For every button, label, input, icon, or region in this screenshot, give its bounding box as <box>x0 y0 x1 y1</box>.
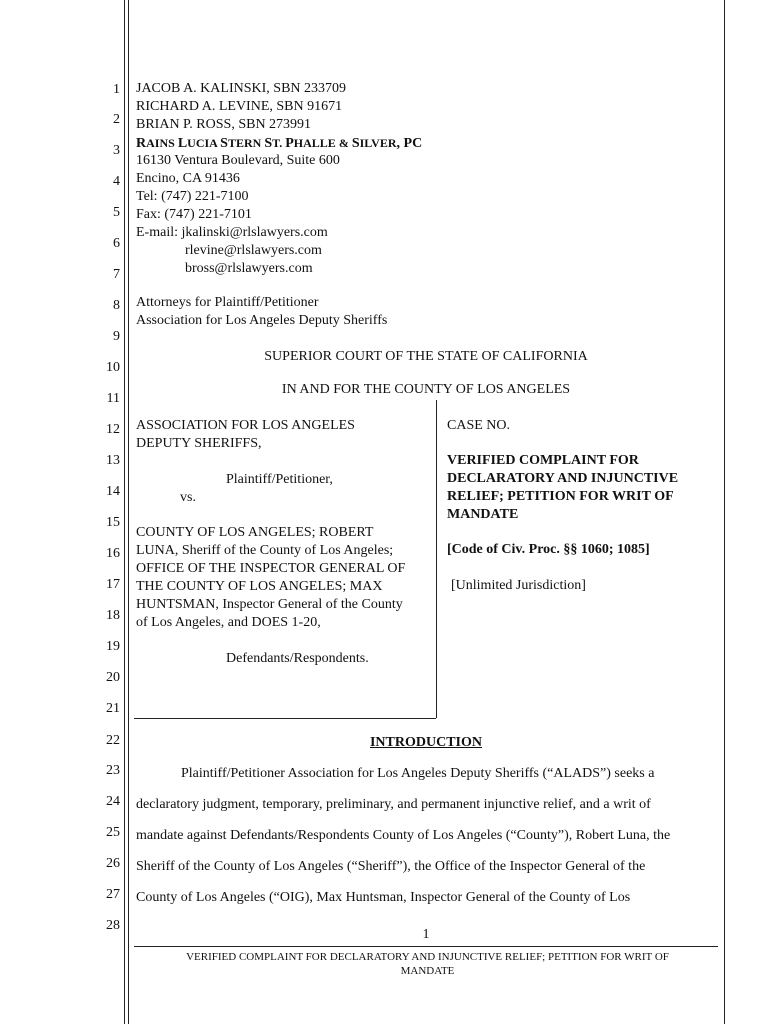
defendant-name: HUNTSMAN, Inspector General of the County <box>136 597 403 612</box>
footer-title: MANDATE <box>400 965 455 977</box>
right-margin-rule <box>724 0 725 1024</box>
line-number: 28 <box>106 918 120 933</box>
line-number: 18 <box>106 608 120 623</box>
firm-name: RAINS LUCIA STERN ST. PHALLE & SILVER, PC <box>136 136 423 151</box>
line-number: 27 <box>106 887 120 902</box>
line-number: 22 <box>106 733 120 748</box>
jurisdiction: [Unlimited Jurisdiction] <box>451 578 586 593</box>
line-number: 16 <box>106 546 120 561</box>
court-name: SUPERIOR COURT OF THE STATE OF CALIFORNIA <box>264 349 588 364</box>
document-title: RELIEF; PETITION FOR WRIT OF <box>447 489 674 504</box>
footer-rule <box>134 946 718 947</box>
attorneys-for: Association for Los Angeles Deputy Sheriffs <box>136 313 388 328</box>
line-number: 25 <box>106 825 120 840</box>
defendant-name: COUNTY OF LOS ANGELES; ROBERT <box>136 525 374 540</box>
attorney-name: RICHARD A. LEVINE, SBN 91671 <box>136 99 343 114</box>
line-number: 11 <box>106 391 120 406</box>
line-number: 26 <box>106 856 120 871</box>
line-number: 19 <box>106 639 120 654</box>
versus: vs. <box>180 490 196 505</box>
line-number: 8 <box>113 298 120 313</box>
line-number: 10 <box>106 360 120 375</box>
document-title: VERIFIED COMPLAINT FOR <box>447 453 639 468</box>
attorney-name: JACOB A. KALINSKI, SBN 233709 <box>136 81 347 96</box>
firm-address: 16130 Ventura Boulevard, Suite 600 <box>136 153 340 168</box>
body-text-line: Plaintiff/Petitioner Association for Los Angeles Deputy Sheriffs (“ALADS”) seeks a <box>181 766 655 781</box>
line-number: 4 <box>113 174 120 189</box>
firm-phone: Tel: (747) 221-7100 <box>136 189 249 204</box>
line-number: 13 <box>106 453 120 468</box>
left-margin-rule <box>124 0 125 1024</box>
line-number: 5 <box>113 205 120 220</box>
line-number: 24 <box>106 794 120 809</box>
defendant-role: Defendants/Respondents. <box>226 651 369 666</box>
document-title: DECLARATORY AND INJUNCTIVE <box>447 471 679 486</box>
firm-fax: Fax: (747) 221-7101 <box>136 207 252 222</box>
plaintiff-role: Plaintiff/Petitioner, <box>226 472 333 487</box>
defendant-name: of Los Angeles, and DOES 1-20, <box>136 615 321 630</box>
line-number: 2 <box>113 112 120 127</box>
line-number: 21 <box>106 701 120 716</box>
firm-city: Encino, CA 91436 <box>136 171 240 186</box>
line-number: 17 <box>106 577 120 592</box>
defendant-name: OFFICE OF THE INSPECTOR GENERAL OF <box>136 561 406 576</box>
document-title: MANDATE <box>447 507 519 522</box>
defendant-name: THE COUNTY OF LOS ANGELES; MAX <box>136 579 383 594</box>
body-text-line: declaratory judgment, temporary, preliminary, and permanent injunctive relief, and a writ of <box>136 797 651 812</box>
body-text-line: County of Los Angeles (“OIG), Max Huntsman, Inspector General of the County of Los <box>136 890 631 905</box>
firm-email: rlevine@rlslawyers.com <box>185 243 322 258</box>
code-reference: [Code of Civ. Proc. §§ 1060; 1085] <box>447 542 650 557</box>
page-number: 1 <box>422 927 430 942</box>
line-number: 15 <box>106 515 120 530</box>
attorney-name: BRIAN P. ROSS, SBN 273991 <box>136 117 312 132</box>
line-number: 12 <box>106 422 120 437</box>
section-heading: INTRODUCTION <box>369 735 482 750</box>
body-text-line: mandate against Defendants/Respondents County of Los Angeles (“County”), Robert Luna, the <box>136 828 671 843</box>
line-number: 1 <box>113 82 120 97</box>
line-number: 14 <box>106 484 120 499</box>
body-text-line: Sheriff of the County of Los Angeles (“Sheriff”), the Office of the Inspector General of the <box>136 859 646 874</box>
left-margin-rule <box>128 0 129 1024</box>
line-number: 6 <box>113 236 120 251</box>
case-number-label: CASE NO. <box>447 418 511 433</box>
firm-email: bross@rlslawyers.com <box>185 261 313 276</box>
firm-email: E-mail: jkalinski@rlslawyers.com <box>136 225 328 240</box>
defendant-name: LUNA, Sheriff of the County of Los Angeles; <box>136 543 394 558</box>
caption-divider <box>436 400 437 718</box>
plaintiff-name: DEPUTY SHERIFFS, <box>136 436 262 451</box>
line-number: 3 <box>113 143 120 158</box>
attorneys-for: Attorneys for Plaintiff/Petitioner <box>136 295 319 310</box>
line-number: 20 <box>106 670 120 685</box>
line-number: 23 <box>106 763 120 778</box>
plaintiff-name: ASSOCIATION FOR LOS ANGELES <box>136 418 355 433</box>
footer <box>140 950 715 978</box>
line-number: 7 <box>113 267 120 282</box>
caption-bottom-rule <box>134 718 436 719</box>
line-number: 9 <box>113 329 120 344</box>
court-county: IN AND FOR THE COUNTY OF LOS ANGELES <box>281 382 571 397</box>
footer-title: VERIFIED COMPLAINT FOR DECLARATORY AND INJUNCTIVE RELIEF; PETITION FOR WRIT OF <box>186 951 669 963</box>
